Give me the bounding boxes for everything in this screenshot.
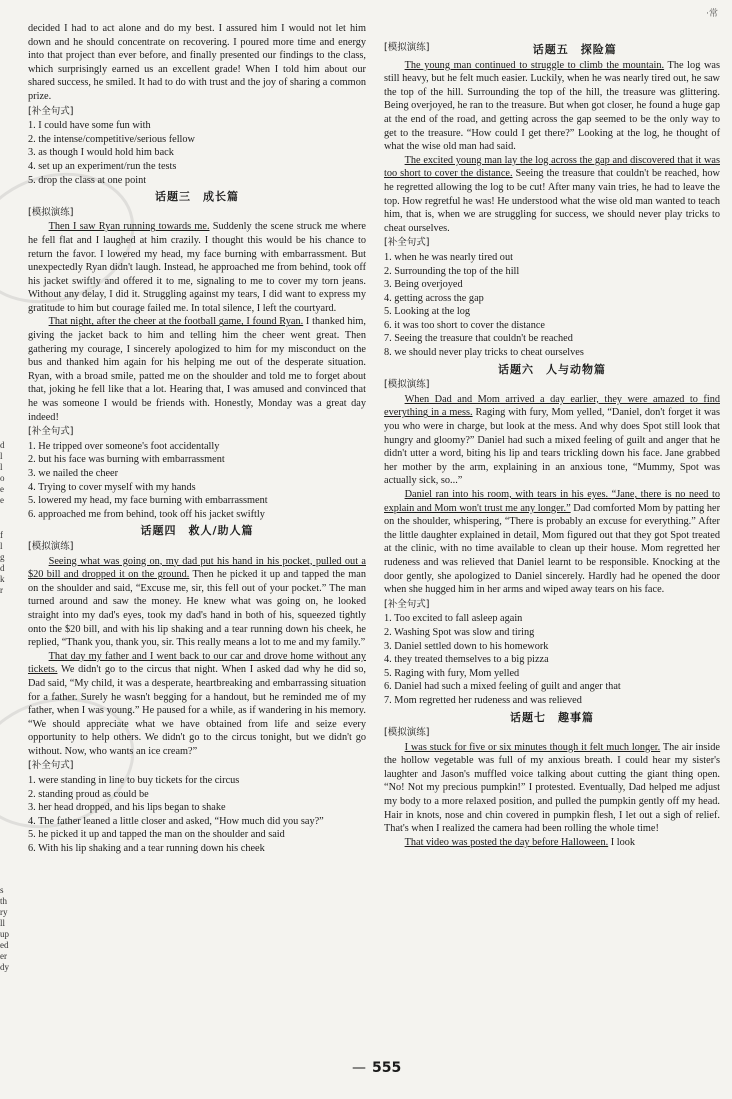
margin-fragment: f	[0, 530, 3, 540]
list-item: 8. we should never play tricks to cheat ourselves	[384, 347, 584, 359]
list-item: 5. Raging with fury, Mom yelled	[384, 667, 520, 679]
list-item: 2. standing proud as could be	[28, 788, 149, 800]
list-item: 1. I could have some fun with	[28, 120, 151, 132]
topic-6-paragraph-2-body: Dad comforted Mom by patting her on the shoulder, whispering, “There is probably an excuse for everything.” After the little daughter explained in detail, Mom figured out that they got Spot treated at the clinic, with no time available to clean up their house. Mom regretted her rudeness and was relieved that Daniel learnt to be responsible. Knocking at the door gently, she apologized to Daniel sincerely. Hardly had he opened the door when she hugged him in her arms and wiped away tears on his face.	[384, 502, 720, 596]
list-item: 7. Mom regretted her rudeness and was relieved	[384, 694, 582, 706]
intro-sentence-list	[28, 119, 366, 187]
margin-fragment: e	[0, 484, 4, 494]
topic-4-sentence-list	[28, 774, 366, 856]
margin-fragment: r	[0, 585, 3, 595]
topic-6-paragraph-2-lead: Daniel ran into his room, with tears in his eyes. “Jane, there is no need to explain and Mom won't trust me any longer.”	[384, 489, 720, 514]
topic-6-heading: 话题六 人与动物篇	[498, 362, 606, 376]
topic-7-paragraph-2	[384, 836, 720, 850]
list-item: 2. the intense/competitive/serious fellow	[28, 133, 195, 145]
list-item: 6. it was too short to cover the distance	[384, 319, 545, 331]
list-item: 3. we nailed the cheer	[28, 468, 119, 479]
margin-fragment: l	[0, 541, 3, 551]
topic-5-paragraph-2-body: Seeing the treasure that couldn't be reached, how he regretted allowing the log to be cut! After many vain tries, he had to leave the top. How regretful he was! He understood what the wise old man wanted to teach him, that is, when we are struggling for success, we should never play tricks to cheat ourselves.	[384, 168, 720, 234]
topic-5-paragraph-1-lead: The young man continued to struggle to climb the mountain.	[404, 59, 665, 71]
list-item: 1. Too excited to fall asleep again	[384, 613, 523, 625]
margin-fragment: er	[0, 951, 7, 961]
topic-6-paragraph-1-lead: When Dad and Mom arrived a day earlier, they were amazed to find everything in a mess.	[384, 393, 720, 419]
topic-3-paragraph-2-lead: That night, after the cheer at the football game, I found Ryan.	[48, 316, 304, 328]
practice-label: [模拟演练]	[384, 379, 430, 391]
topic-4-paragraph-1-body: Then he picked it up and tapped the man on the shoulder and said, “Excuse me, sir, this fell out of your pocket.” The man turned around and saw the money. He knew what was going on, he looked straight into my dad's eyes, took my dad's hand in both of his, squeezed tightly onto the $20 bill, and with his lip shaking and a tear running down his cheek, he replied, “Thank you, thank you, sir. This really means a lot to me and my family.”	[28, 569, 366, 649]
topic-5-heading: 话题五 探险篇	[532, 43, 617, 56]
margin-fragment: s	[0, 885, 4, 895]
topic-4-paragraph-1	[28, 555, 366, 650]
topic-4-paragraph-2	[28, 650, 366, 759]
list-item: 6. With his lip shaking and a tear running down his cheek	[28, 843, 265, 855]
topic-7-heading: 话题七 趣事篇	[510, 710, 594, 724]
margin-fragment: th	[0, 896, 8, 906]
margin-fragment: l	[0, 451, 3, 461]
topic-7-paragraph-2-lead: That video was posted the day before Halloween.	[404, 836, 609, 848]
completion-label: [补全句式]	[28, 760, 74, 772]
topic-5-paragraph-2-lead: The excited young man lay the log across the gap and discovered that it was too short to cover the distance.	[384, 154, 720, 180]
page-number: — 555	[352, 1060, 402, 1076]
topic-5-paragraph-1	[384, 59, 720, 154]
list-item: 4. set up an experiment/run the tests	[28, 160, 177, 172]
topic-5-sentence-list	[384, 251, 720, 360]
practice-label: [模拟演练]	[28, 540, 74, 552]
margin-fragment: e	[0, 495, 4, 505]
list-item: 7. Seeing the treasure that couldn't be reached	[384, 333, 573, 345]
list-item: 3. Daniel settled down to his homework	[384, 640, 549, 652]
topic-4-heading: 话题四 救人/助人篇	[140, 524, 254, 538]
list-item: 5. he picked it up and tapped the man on the shoulder and said	[28, 829, 285, 841]
list-item: 4. Trying to cover myself with my hands	[28, 481, 196, 493]
topic-5-paragraph-2	[384, 154, 720, 236]
list-item: 2. Surrounding the top of the hill	[384, 265, 520, 277]
list-item: 1. when he was nearly tired out	[384, 251, 513, 263]
margin-fragment: d	[0, 563, 5, 573]
list-item: 4. getting across the gap	[384, 292, 484, 304]
completion-label: [补全句式]	[384, 598, 430, 610]
list-item: 5. Looking at the log	[384, 306, 471, 318]
topic-7-paragraph-2-body: I look	[608, 836, 636, 848]
right-column	[384, 40, 720, 849]
topic-6-sentence-list	[384, 612, 720, 707]
margin-fragment: o	[0, 473, 5, 483]
intro-paragraph: decided I had to act alone and do my best. I assured him I would not let him down and he should concentrate on recovering. I poured more time and energy into that project than ever before, and finally presented our findings to the class, which surprisingly earned us an excellent grade! When I told him about our shared success, he smiled. It had to do with trust and the joy of sharing a common prize.	[28, 23, 366, 102]
margin-fragment: ll	[0, 918, 6, 928]
margin-fragment: ry	[0, 907, 8, 917]
topic-6-paragraph-2	[384, 488, 720, 597]
topic-7-paragraph-1	[384, 741, 720, 836]
topic-4-paragraph-2-lead: That day my father and I went back to our car and drove home without any tickets.	[28, 650, 366, 676]
list-item: 3. as though I would hold him back	[28, 147, 174, 159]
corner-mark: ·常	[706, 9, 718, 19]
topic-3-heading: 话题三 成长篇	[155, 190, 239, 204]
margin-fragments	[0, 885, 14, 973]
margin-fragment: k	[0, 574, 5, 584]
topic-3-sentence-list	[28, 440, 366, 522]
completion-label: [补全句式]	[28, 426, 74, 438]
list-item: 2. Washing Spot was slow and tiring	[384, 626, 535, 638]
list-item: 1. He tripped over someone's foot accidentally	[28, 440, 220, 452]
list-item: 2. but his face was burning with embarrassment	[28, 454, 225, 466]
list-item: 5. drop the class at one point	[28, 174, 147, 186]
margin-fragment: ed	[0, 940, 9, 950]
practice-label: [模拟演练]	[384, 42, 430, 53]
topic-7-paragraph-1-body: The air inside the hollow vegetable was full of my anxious breath. I could hear my sister's laughter and Jason's muffled voice talking about cutting the giant thing open. “No! Not my precious pumpkin!” I protested. Eventually, Dad helped me adjust my body to a more relaxed position, and pulled the pumpkin gently off my head. Hair in knots, nose and chin covered in pumpkin flesh, I let out a sigh of relief. That's when I realized the camera had been rolling the whole time!	[384, 741, 720, 835]
list-item: 3. her head dropped, and his lips began to shake	[28, 802, 226, 814]
page-number-value: 555	[372, 1060, 402, 1076]
margin-fragment: d	[0, 440, 5, 450]
topic-3-paragraph-1-lead: Then I saw Ryan running towards me.	[48, 221, 210, 233]
list-item: 4. The father leaned a little closer and asked, “How much did you say?”	[28, 815, 324, 827]
topic-3-paragraph-1	[28, 220, 366, 315]
list-item: 6. approached me from behind, took off his jacket swiftly	[28, 508, 265, 520]
margin-fragment: g	[0, 552, 5, 562]
topic-5-paragraph-1-body: The log was still heavy, but he felt much easier. Luckily, when he was nearly tired out, he saw the top of the hill. Surrounding the top of the hill, the treasure was glittering. Being overjoyed, he ran to the treasure. But when got closer, he found a huge gap at the end of the road, and getting across the gap seemed to be the only way to get to the treasure. “How could I get there?” Looking at the log, he thought of what the wise old man had said.	[384, 59, 720, 153]
completion-label: [补全句式]	[28, 105, 74, 117]
list-item: 6. Daniel had such a mixed feeling of guilt and anger that	[384, 681, 621, 693]
topic-3-paragraph-2-body: I thanked him, giving the jacket back to him and telling him the cheer went great. Then gathering my courage, I sincerely apologized to him for my misconduct on the bus and thanked him again for his helping me out of the desperate situation. Ryan, with a broad smile, patted me on the shoulder and told me to forget about that, joking he fell like that a lot. Hearing that, I was amused and convinced that he was someone I would be friends with. Honestly, Monday was a great day indeed!	[28, 316, 367, 423]
practice-label: [模拟演练]	[384, 727, 430, 739]
margin-fragment: dy	[0, 962, 9, 972]
topic-6-paragraph-1-body: Raging with fury, Mom yelled, “Daniel, don't forget it was you who were in charge, but look at the mess. And why does Spot still look that hungry and gloomy?” Daniel had such a mixed feeling of guilt and anger that he didn't utter a word, biting his lip and tears trickling down his face. Jane grabbed her mother by the arm, explaining in an anxious tone, “Mummy, Spot was actually sick, so...”	[384, 407, 720, 487]
left-column	[28, 22, 366, 856]
topic-3-paragraph-1-body: Suddenly the scene struck me where he fell flat and I laughed at him crazily. I thought this would be his chance to return the favor. I lowered my head, my face burning with embarrassment. But unexpectedly Ryan didn't laugh. Instead, he approached me from behind, took off his jacket swiftly and offered it to me, signaling to me to cover my torn jeans. Without any delay, I did it. Struggling against my tears, I did want to express my gratitude to him but courage failed me. In total silence, I left the courtyard.	[28, 221, 366, 314]
topic-4-paragraph-1-lead: Seeing what was going on, my dad put his hand in his pocket, pulled out a $20 bill and dropped it on the ground.	[28, 555, 366, 581]
list-item: 1. were standing in line to buy tickets for the circus	[28, 775, 240, 787]
topic-6-paragraph-1	[384, 393, 720, 488]
list-item: 4. they treated themselves to a big pizza	[384, 654, 549, 666]
list-item: 3. Being overjoyed	[384, 279, 463, 291]
topic-3-paragraph-2	[28, 315, 366, 424]
practice-label: [模拟演练]	[28, 206, 74, 218]
list-item: 5. lowered my head, my face burning with embarrassment	[28, 495, 268, 507]
margin-fragment: l	[0, 462, 3, 472]
margin-fragment: up	[0, 929, 9, 939]
completion-label: [补全句式]	[384, 237, 430, 249]
topic-7-paragraph-1-lead: I was stuck for five or six minutes though it felt much longer.	[404, 741, 661, 753]
margin-fragments	[0, 440, 14, 596]
topic-4-paragraph-2-body: We didn't go to the circus that night. When I asked dad why he did so, Dad said, “My child, it was a desperate, heartbreaking and embarrassing situation for a father. Surely he wasn't begging for a handout, but he reminded me of my father, when I was young.” He paused for a while, as if wandering in his memory. “We should appreciate what we have obtained from life and seize every opportunity to help others. We didn't go to the circus tonight, but we didn't go without. Now, who wants an ice cream?”	[28, 664, 366, 757]
